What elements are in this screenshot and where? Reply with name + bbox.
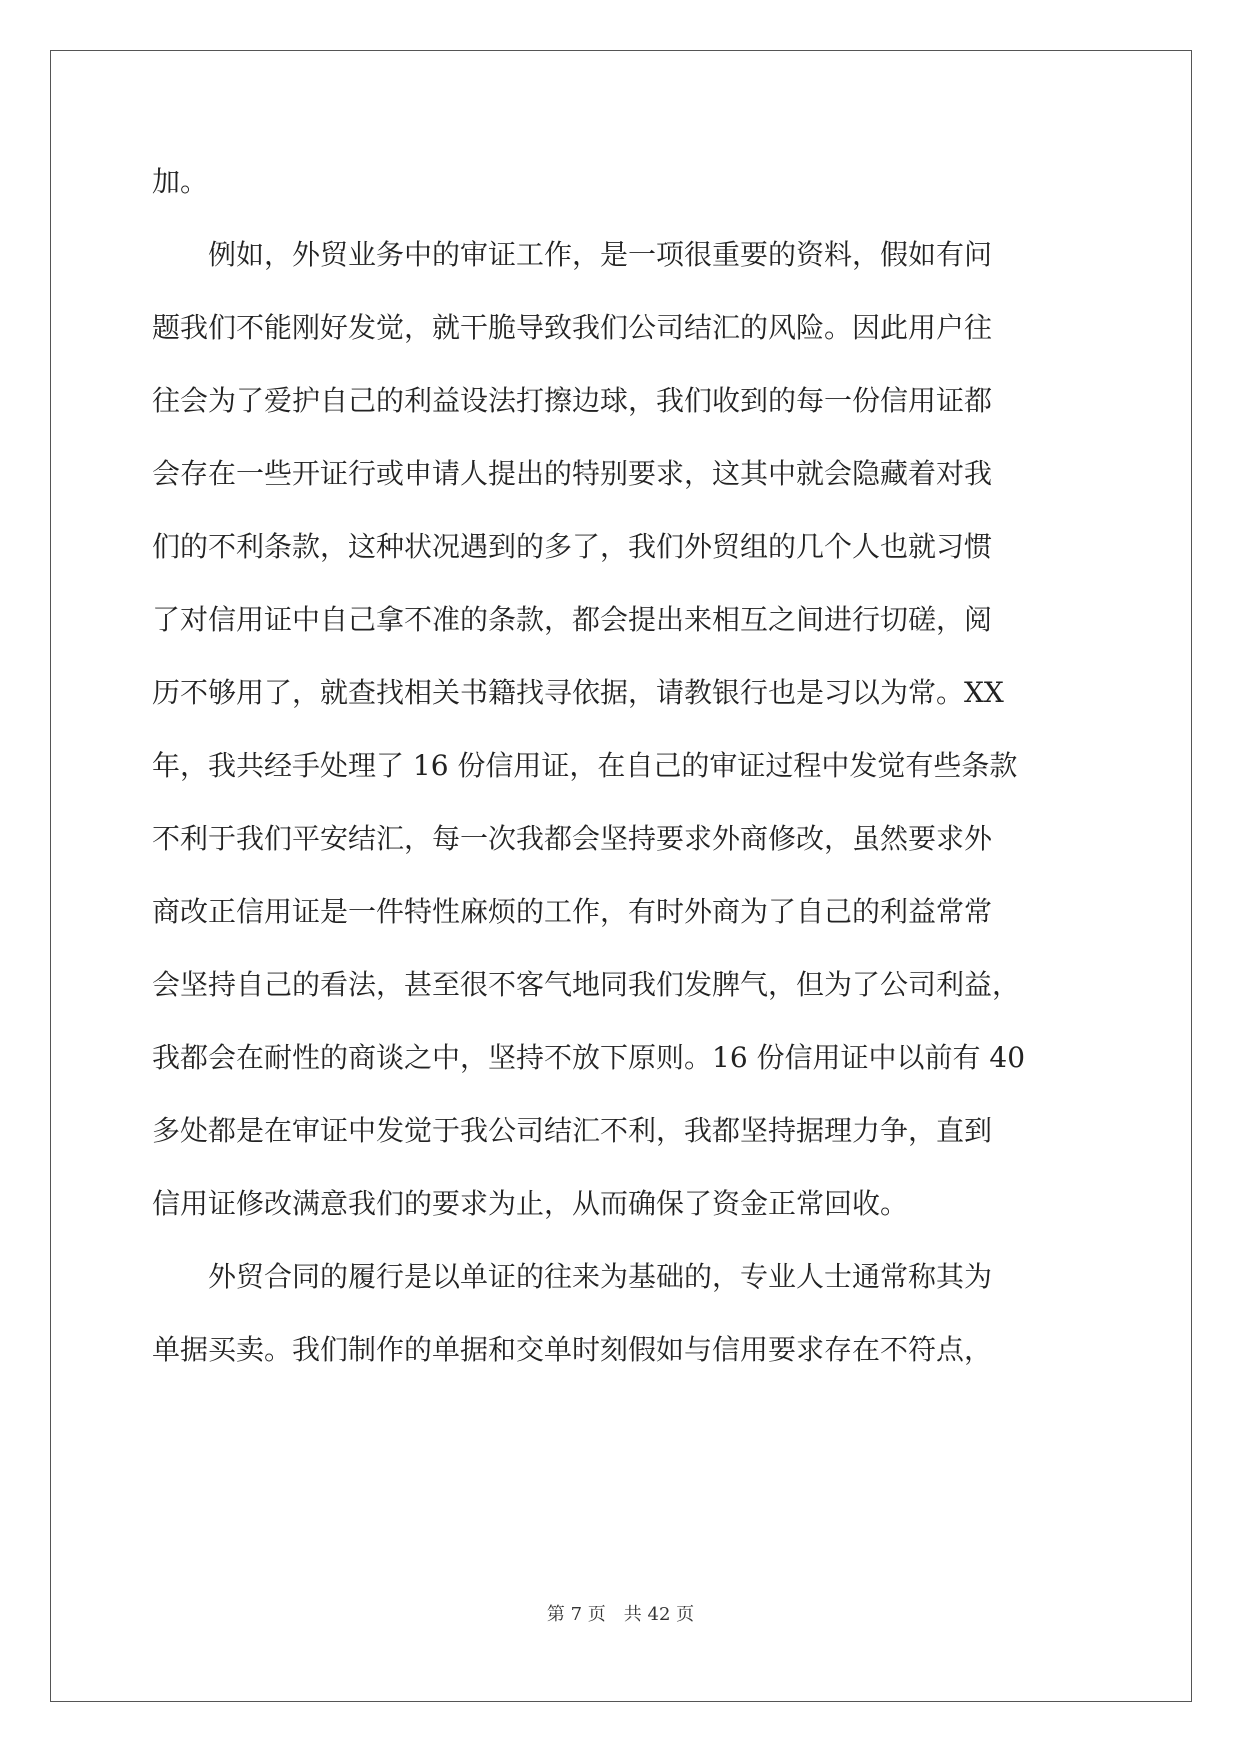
- text-line: 们的不利条款，这种状况遇到的多了，我们外贸组的几个人也就习惯: [152, 530, 993, 563]
- text-line: 往会为了爱护自己的利益设法打擦边球，我们收到的每一份信用证都: [152, 384, 993, 417]
- text-line: 商改正信用证是一件特性麻烦的工作，有时外商为了自己的利益常常: [152, 895, 993, 928]
- text-line: 题我们不能刚好发觉，就干脆导致我们公司结汇的风险。因此用户往: [152, 311, 993, 344]
- text-line: 多处都是在审证中发觉于我公司结汇不利，我都坚持据理力争，直到: [152, 1114, 993, 1147]
- text-line: 外贸合同的履行是以单证的往来为基础的，专业人士通常称其为: [152, 1260, 993, 1293]
- text-line: 不利于我们平安结汇，每一次我都会坚持要求外商修改，虽然要求外: [152, 822, 993, 855]
- text-line: 年，我共经手处理了 16 份信用证，在自己的审证过程中发觉有些条款: [152, 749, 1018, 782]
- text-line: 加。: [152, 165, 209, 198]
- text-line: 信用证修改满意我们的要求为止，从而确保了资金正常回收。: [152, 1187, 909, 1220]
- text-line: 我都会在耐性的商谈之中，坚持不放下原则。16 份信用证中以前有 40: [152, 1041, 1026, 1074]
- text-line: 会坚持自己的看法，甚至很不客气地同我们发脾气，但为了公司利益，: [152, 968, 1021, 1001]
- text-line: 例如，外贸业务中的审证工作，是一项很重要的资料，假如有问: [152, 238, 993, 271]
- text-line: 会存在一些开证行或申请人提出的特别要求，这其中就会隐藏着对我: [152, 457, 993, 490]
- page-number: 第 7 页 共 42 页: [546, 1604, 695, 1625]
- page-border: [50, 50, 1192, 1702]
- text-line: 了对信用证中自己拿不准的条款，都会提出来相互之间进行切磋，阅: [152, 603, 993, 636]
- text-line: 历不够用了，就查找相关书籍找寻依据，请教银行也是习以为常。XX: [152, 676, 1004, 709]
- text-line: 单据买卖。我们制作的单据和交单时刻假如与信用要求存在不符点，: [152, 1333, 993, 1366]
